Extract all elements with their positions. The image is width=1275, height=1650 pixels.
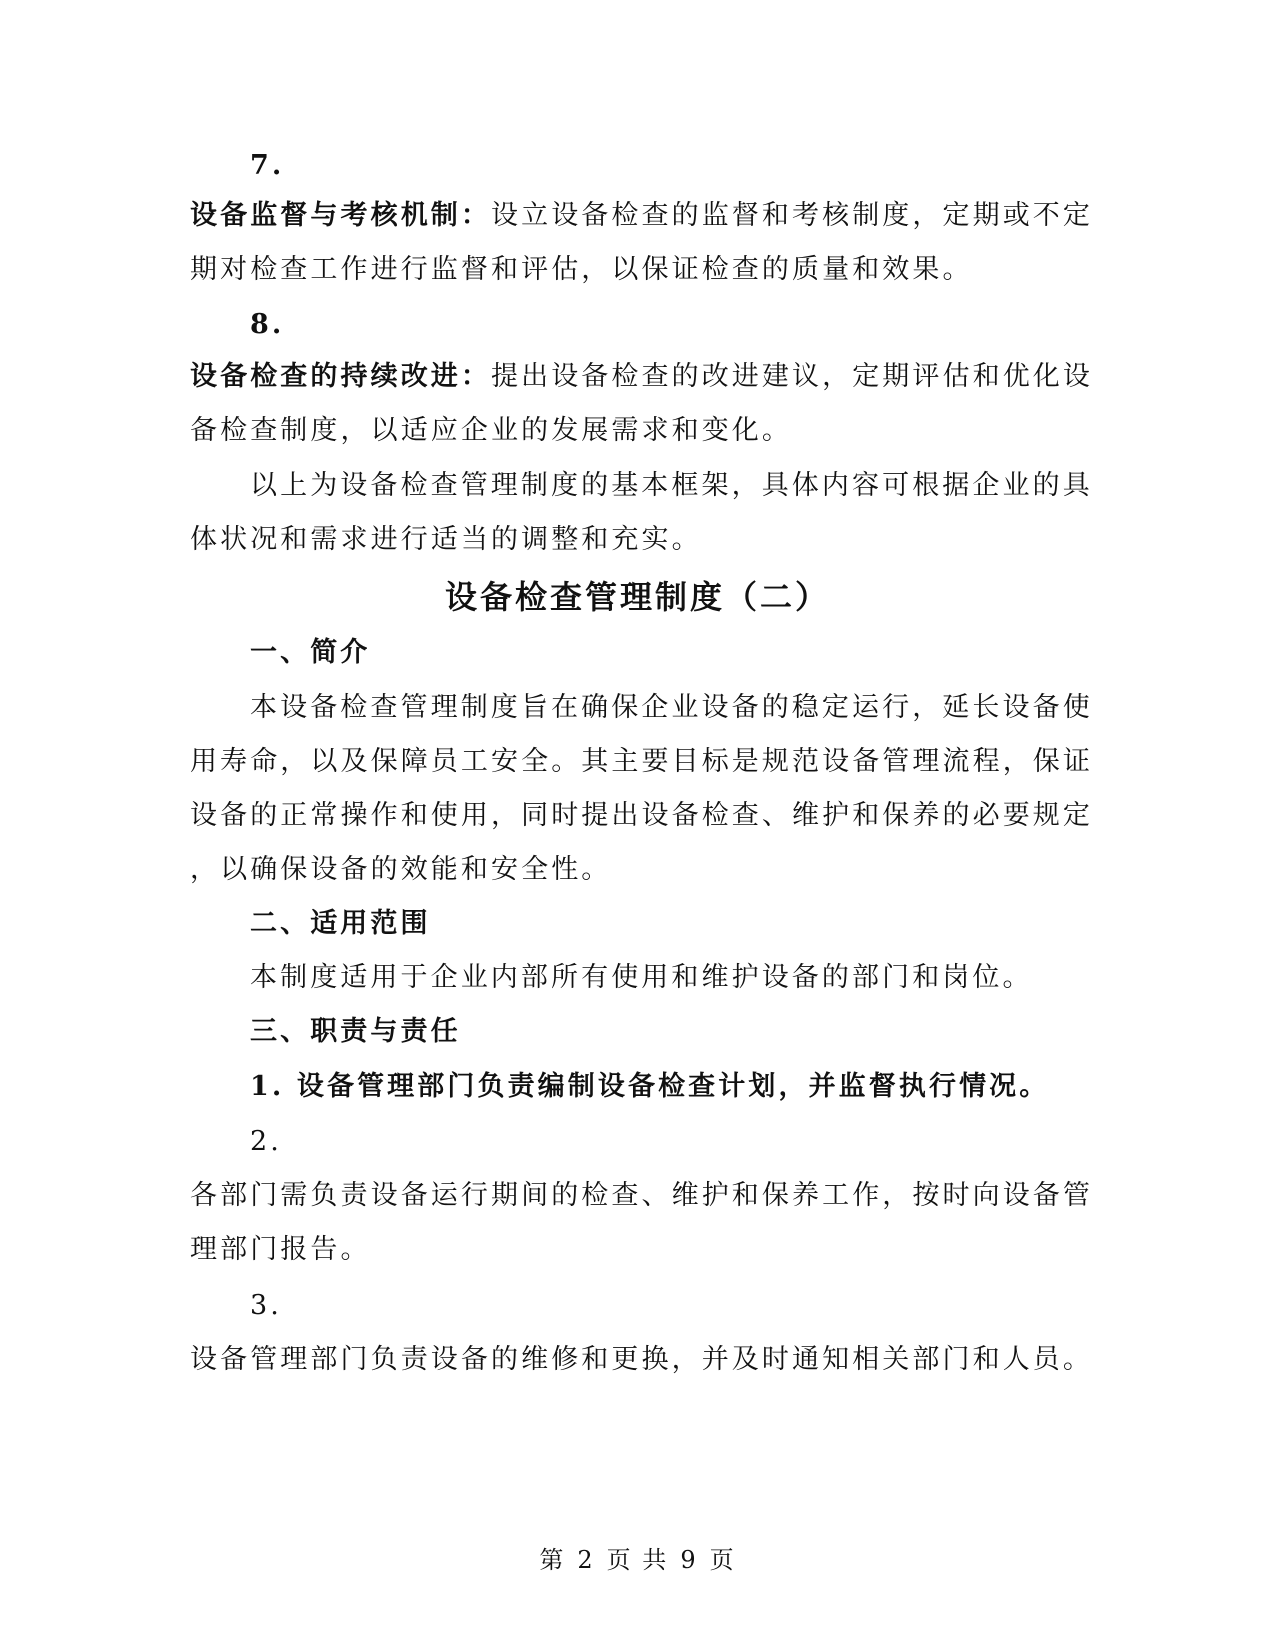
item8-text-2: 备检查制度，以适应企业的发展需求和变化。 <box>190 415 792 446</box>
duty-item-3-number: 3. <box>250 1290 282 1321</box>
footer-page-number: 2 <box>577 1546 595 1574</box>
summary-line-1: 以上为设备检查管理制度的基本框架，具体内容可根据企业的具 <box>250 470 1093 501</box>
intro-line-1: 本设备检查管理制度旨在确保企业设备的稳定运行，延长设备使 <box>250 692 1093 723</box>
item8-text-1: 提出设备检查的改进建议，定期评估和优化设 <box>491 361 1093 392</box>
item8-number: 8. <box>250 309 285 340</box>
summary-line-2: 体状况和需求进行适当的调整和充实。 <box>190 524 702 555</box>
intro-line-2: 用寿命，以及保障员工安全。其主要目标是规范设备管理流程，保证 <box>190 746 1093 777</box>
duty-item-2-number: 2. <box>250 1126 282 1157</box>
scope-text: 本制度适用于企业内部所有使用和维护设备的部门和岗位。 <box>250 962 1033 993</box>
duty-item-2-line-1: 各部门需负责设备运行期间的检查、维护和保养工作，按时向设备管 <box>190 1180 1093 1211</box>
item8-heading: 设备检查的持续改进： <box>190 361 491 392</box>
item7-heading: 设备监督与考核机制： <box>190 200 491 231</box>
footer-total-pages: 9 <box>680 1546 698 1574</box>
intro-line-3: 设备的正常操作和使用，同时提出设备检查、维护和保养的必要规定 <box>190 800 1093 831</box>
duty-item-1: 1. 设备管理部门负责编制设备检查计划，并监督执行情况。 <box>250 1071 1050 1102</box>
footer-prefix: 第 <box>539 1546 566 1574</box>
item7-paragraph-line-1 <box>190 196 1093 236</box>
duty-item-3-text: 设备管理部门负责设备的维修和更换，并及时通知相关部门和人员。 <box>190 1344 1093 1375</box>
footer-middle: 页 共 <box>606 1546 669 1574</box>
section-title: 设备检查管理制度（二） <box>444 578 830 616</box>
item7-text-2: 期对检查工作进行监督和评估，以保证检查的质量和效果。 <box>190 254 973 285</box>
item8-paragraph-line-1 <box>190 357 1093 397</box>
duty-item-2-line-2: 理部门报告。 <box>190 1234 371 1265</box>
scope-heading: 二、适用范围 <box>250 908 431 939</box>
page-footer <box>0 1540 1275 1575</box>
intro-line-4: ，以确保设备的效能和安全性。 <box>190 854 612 885</box>
duty-heading: 三、职责与责任 <box>250 1016 461 1047</box>
item7-number: 7. <box>250 150 285 181</box>
item7-text-1: 设立设备检查的监督和考核制度，定期或不定 <box>491 200 1093 231</box>
intro-heading: 一、简介 <box>250 637 371 668</box>
footer-suffix: 页 <box>709 1546 736 1574</box>
